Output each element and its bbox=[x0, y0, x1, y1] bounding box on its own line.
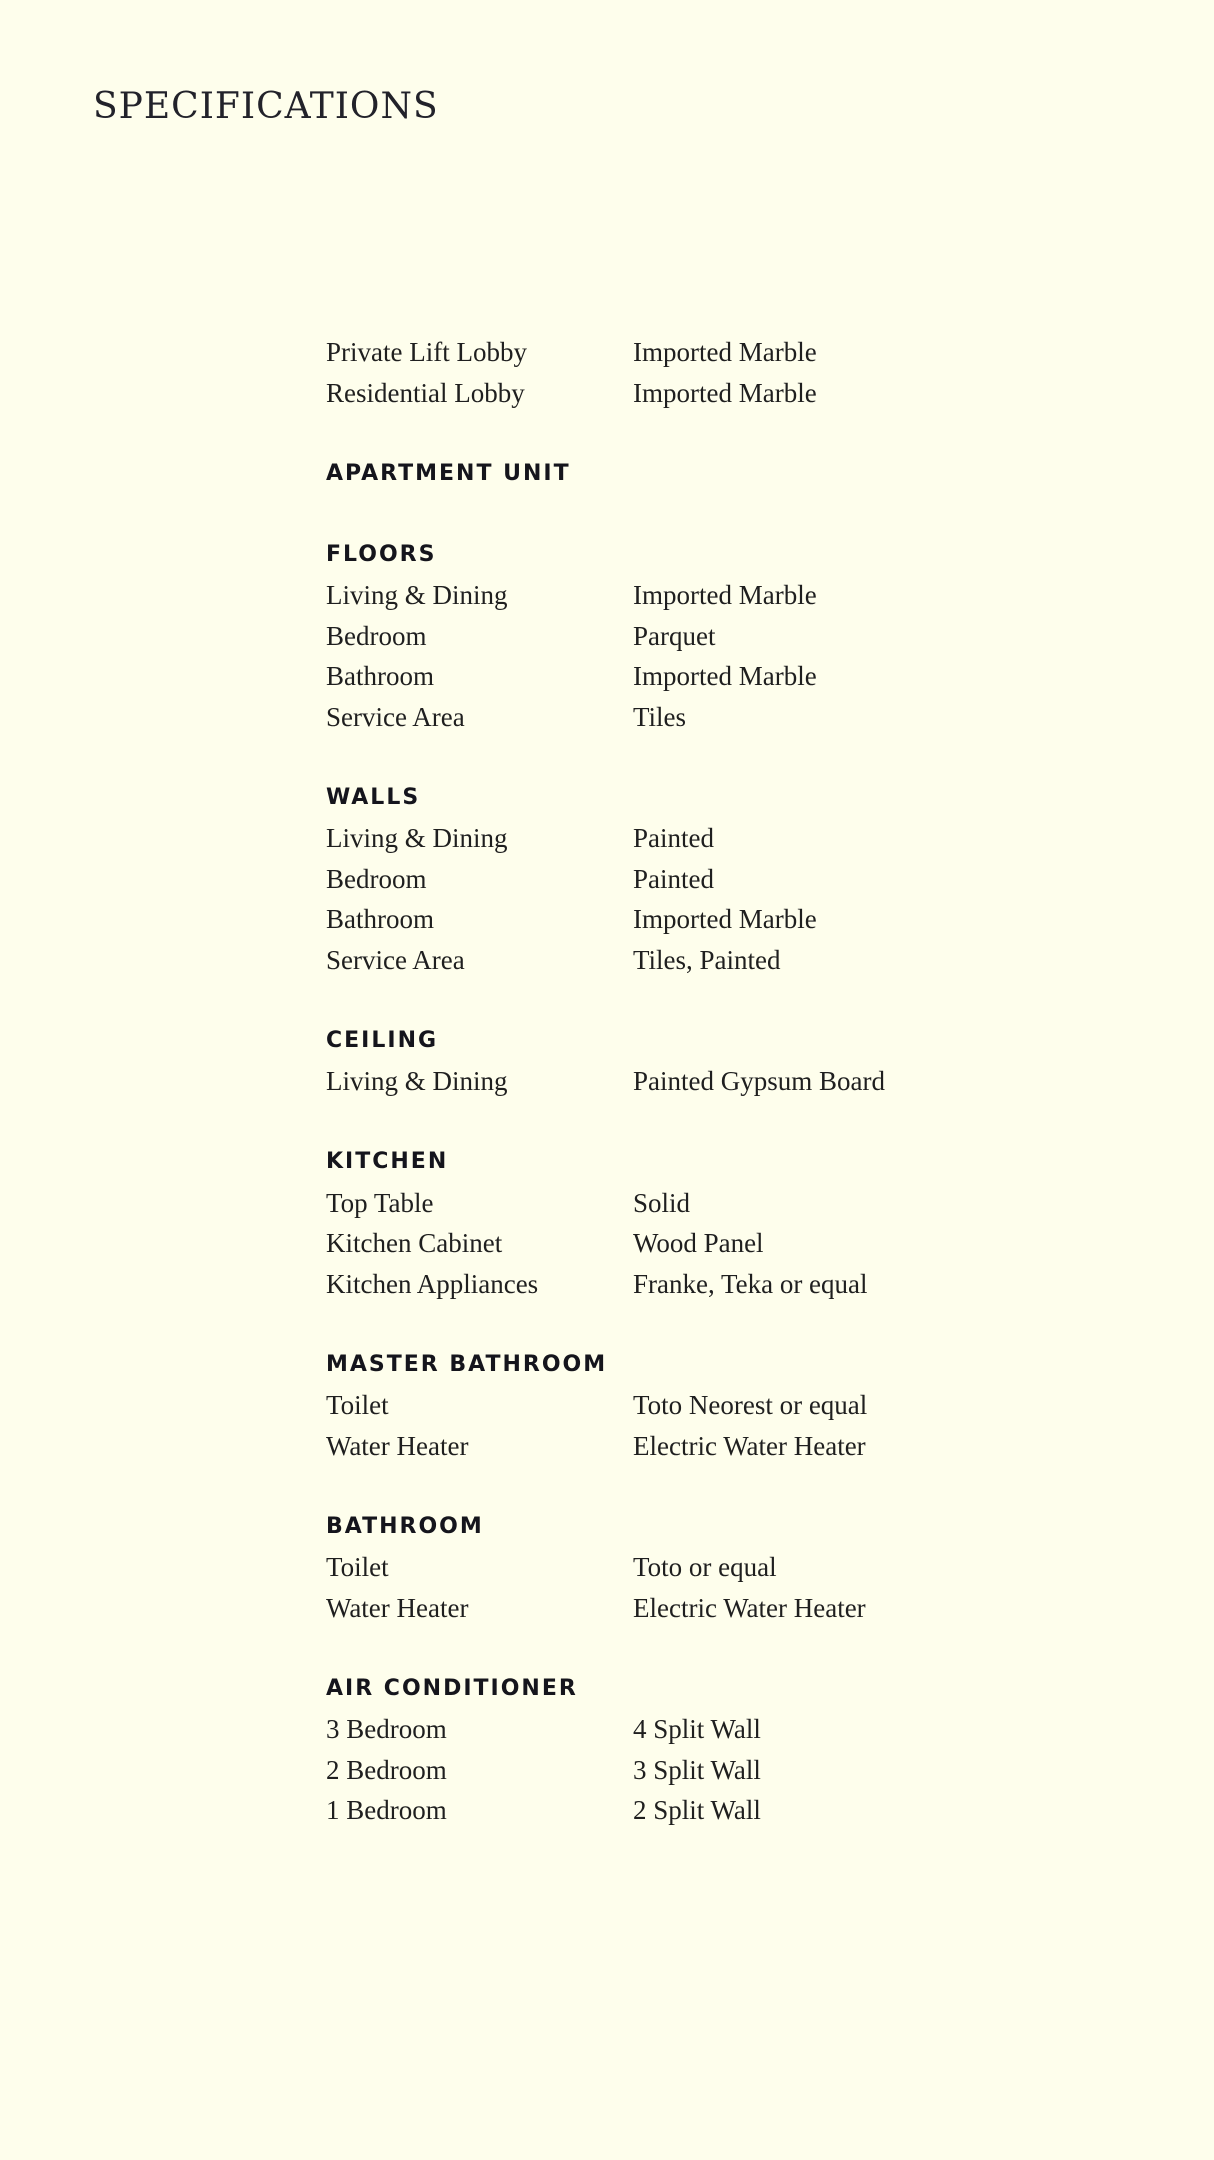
spec-label: Bathroom bbox=[326, 904, 434, 934]
bathroom-row bbox=[326, 1588, 1026, 1629]
spec-label: Service Area bbox=[326, 944, 465, 975]
apartment-unit-heading: APARTMENT UNIT bbox=[326, 460, 571, 486]
spec-value: Tiles bbox=[633, 701, 687, 732]
floors-row bbox=[326, 697, 1026, 738]
kitchen-heading: KITCHEN bbox=[326, 1149, 449, 1174]
spec-row-residential-lobby bbox=[326, 373, 1026, 414]
spec-value: Painted bbox=[633, 863, 714, 894]
ceiling-heading: CEILING bbox=[326, 1027, 439, 1053]
spec-value: Imported Marble bbox=[633, 337, 817, 367]
master-bathroom-row bbox=[326, 1385, 1026, 1426]
spec-value: Imported Marble bbox=[633, 661, 817, 691]
ceiling-row bbox=[326, 1061, 1026, 1102]
kitchen-row bbox=[326, 1264, 1026, 1305]
spec-label: Toilet bbox=[326, 1390, 389, 1420]
spec-value: Imported Marble bbox=[633, 580, 817, 610]
spec-value: Parquet bbox=[633, 620, 716, 651]
floors-heading: FLOORS bbox=[326, 541, 437, 567]
spec-value: Imported Marble bbox=[633, 377, 817, 408]
floors-row bbox=[326, 656, 1026, 697]
spec-label: 2 Bedroom bbox=[326, 1754, 447, 1785]
spec-row-private-lift-lobby bbox=[326, 332, 1026, 373]
spec-label: Water Heater bbox=[326, 1592, 469, 1623]
spec-value: 3 Split Wall bbox=[633, 1754, 761, 1785]
spec-label: Private Lift Lobby bbox=[326, 337, 527, 367]
walls-heading: WALLS bbox=[326, 784, 421, 810]
spec-label: 1 Bedroom bbox=[326, 1795, 447, 1825]
spec-value: Toto or equal bbox=[633, 1552, 777, 1582]
spec-label: Living & Dining bbox=[326, 1066, 508, 1096]
bathroom-row bbox=[326, 1547, 1026, 1588]
kitchen-row bbox=[326, 1183, 1026, 1224]
spec-label: Living & Dining bbox=[326, 580, 508, 610]
air-conditioner-row bbox=[326, 1709, 1026, 1750]
page-title: SPECIFICATIONS bbox=[93, 86, 439, 127]
kitchen-row bbox=[326, 1223, 1026, 1264]
spec-value: Toto Neorest or equal bbox=[633, 1390, 868, 1420]
spec-label: Kitchen Appliances bbox=[326, 1268, 539, 1299]
walls-row bbox=[326, 859, 1026, 900]
specifications-list bbox=[326, 332, 1026, 1831]
spec-value: Painted Gypsum Board bbox=[633, 1066, 885, 1096]
spec-label: Bedroom bbox=[326, 863, 427, 894]
spec-label: Bathroom bbox=[326, 661, 434, 691]
spec-label: Service Area bbox=[326, 701, 465, 732]
bathroom-heading: BATHROOM bbox=[326, 1513, 484, 1539]
floors-row bbox=[326, 575, 1026, 616]
spec-label: Kitchen Cabinet bbox=[326, 1228, 503, 1258]
spec-value: Tiles, Painted bbox=[633, 944, 781, 975]
spec-value: Wood Panel bbox=[633, 1228, 764, 1258]
walls-row bbox=[326, 940, 1026, 981]
spec-label: Bedroom bbox=[326, 620, 427, 651]
spec-label: 3 Bedroom bbox=[326, 1714, 447, 1744]
spec-value: Electric Water Heater bbox=[633, 1430, 866, 1461]
spec-value: 2 Split Wall bbox=[633, 1795, 761, 1825]
walls-row bbox=[326, 818, 1026, 859]
spec-label: Living & Dining bbox=[326, 823, 508, 853]
floors-row bbox=[326, 616, 1026, 657]
master-bathroom-row bbox=[326, 1426, 1026, 1467]
walls-row bbox=[326, 899, 1026, 940]
air-conditioner-row bbox=[326, 1750, 1026, 1791]
spec-value: Imported Marble bbox=[633, 904, 817, 934]
spec-label: Top Table bbox=[326, 1187, 434, 1218]
spec-label: Water Heater bbox=[326, 1430, 469, 1461]
spec-value: Franke, Teka or equal bbox=[633, 1268, 868, 1299]
master-bathroom-heading: MASTER BATHROOM bbox=[326, 1351, 608, 1377]
air-conditioner-row bbox=[326, 1790, 1026, 1831]
spec-label: Residential Lobby bbox=[326, 377, 525, 408]
spec-value: Painted bbox=[633, 823, 714, 853]
spec-value: Electric Water Heater bbox=[633, 1592, 866, 1623]
air-conditioner-heading: AIR CONDITIONER bbox=[326, 1675, 578, 1701]
spec-value: Solid bbox=[633, 1187, 691, 1218]
spec-label: Toilet bbox=[326, 1552, 389, 1582]
spec-value: 4 Split Wall bbox=[633, 1714, 761, 1744]
